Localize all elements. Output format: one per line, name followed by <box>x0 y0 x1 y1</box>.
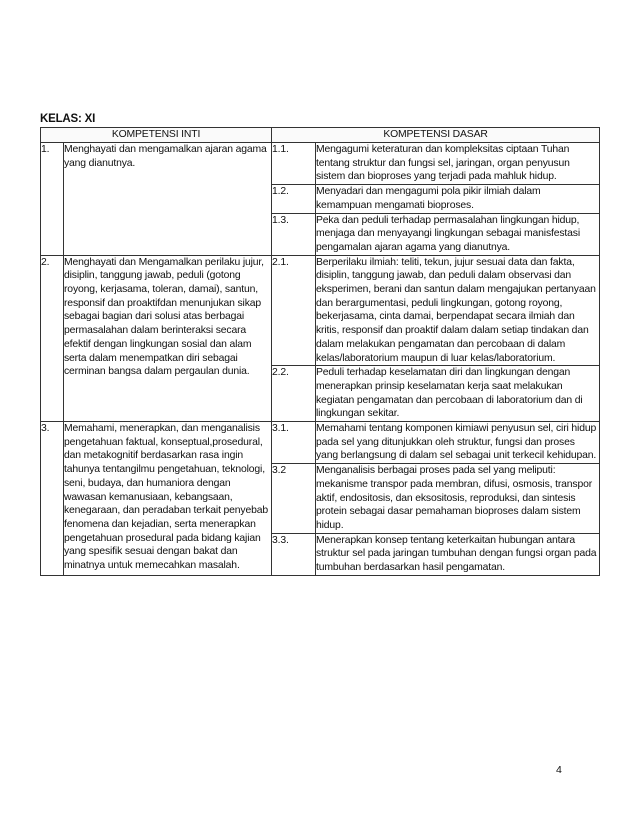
kd-number: 2.1. <box>272 255 316 366</box>
kd-text: Menerapkan konsep tentang keterkaitan hubungan antara struktur sel pada jaringan tumbuhan dengan fungsi organ pada tumbuhan berdasarkan hasil pengamatan. <box>316 533 600 575</box>
header-kompetensi-dasar: KOMPETENSI DASAR <box>272 128 600 143</box>
kd-number: 2.2. <box>272 366 316 422</box>
class-heading: KELAS: XI <box>40 113 96 125</box>
ki-text: Menghayati dan Mengamalkan perilaku jujur, disiplin, tanggung jawab, peduli (gotong royong, kerjasama, toleran, damai), santun, responsif dan proaktifdan menunjukan sikap sebagai bagian dari solusi atas berbagai permasalahan dalam berinteraksi secara efektif dengan lingkungan sosial dan alam serta dalam menempatkan diri sebagai cerminan bangsa dalam pergaulan dunia. <box>64 255 272 421</box>
kd-number: 1.1. <box>272 143 316 185</box>
table-header-row <box>41 128 600 143</box>
kd-text: Berperilaku ilmiah: teliti, tekun, jujur sesuai data dan fakta, disiplin, tanggung jawab, dan peduli dalam observasi dan eksperimen, berani dan santun dalam mengajukan pertanyaan dan berargumentasi, peduli lingkungan, gotong royong, bekerjasama, cinta damai, berpendapat secara ilmiah dan kritis, responsif dan proaktif dalam dalam setiap tindakan dan dalam melakukan pengamatan dan percobaan di dalam kelas/laboratorium maupun di luar kelas/laboratorium. <box>316 255 600 366</box>
kd-text: Menyadari dan mengagumi pola pikir ilmiah dalam kemampuan mengamati bioproses. <box>316 185 600 213</box>
page-number: 4 <box>556 764 562 776</box>
ki-text: Memahami, menerapkan, dan menganalisis pengetahuan faktual, konseptual,prosedural, dan metakognitif berdasarkan rasa ingin tahunya tentangilmu pengetahuan, teknologi, seni, budaya, dan humaniora dengan wawasan kemanusiaan, kebangsaan, kenegaraan, dan peradaban terkait penyebab fenomena dan kejadian, serta menerapkan pengetahuan prosedural pada bidang kajian yang spesifik sesuai dengan bakat dan minatnya untuk memecahkan masalah. <box>64 422 272 576</box>
kd-text: Menganalisis berbagai proses pada sel yang meliputi: mekanisme transpor pada membran, difusi, osmosis, transpor aktif, endositosis, dan eksositosis, reproduksi, dan sintesis protein sebagai dasar pemahaman bioproses dalam sistem hidup. <box>316 464 600 534</box>
kd-number: 1.2. <box>272 185 316 213</box>
table-row <box>41 422 600 464</box>
kd-number: 3.3. <box>272 533 316 575</box>
kd-text: Memahami tentang komponen kimiawi penyusun sel, ciri hidup pada sel yang ditunjukkan oleh struktur, fungsi dan proses yang berlangsung di dalam sel sebagai unit terkecil kehidupan. <box>316 422 600 464</box>
kd-number: 1.3. <box>272 213 316 255</box>
kd-text: Peka dan peduli terhadap permasalahan lingkungan hidup, menjaga dan menyayangi lingkungan sebagai manisfestasi pengamalan ajaran agama yang dianutnya. <box>316 213 600 255</box>
header-kompetensi-inti: KOMPETENSI INTI <box>41 128 272 143</box>
ki-text: Menghayati dan mengamalkan ajaran agama yang dianutnya. <box>64 143 272 256</box>
ki-number: 1. <box>41 143 64 256</box>
kd-number: 3.2 <box>272 464 316 534</box>
ki-number: 3. <box>41 422 64 576</box>
ki-number: 2. <box>41 255 64 421</box>
table-row <box>41 143 600 185</box>
kd-text: Peduli terhadap keselamatan diri dan lingkungan dengan menerapkan prinsip keselamatan kerja saat melakukan kegiatan pengamatan dan percobaan di laboratorium dan di lingkungan sekitar. <box>316 366 600 422</box>
kd-number: 3.1. <box>272 422 316 464</box>
kd-text: Mengagumi keteraturan dan kompleksitas ciptaan Tuhan tentang struktur dan fungsi sel, jaringan, organ penyusun sistem dan bioproses yang terjadi pada mahluk hidup. <box>316 143 600 185</box>
competency-table <box>40 127 600 576</box>
table-row <box>41 255 600 366</box>
